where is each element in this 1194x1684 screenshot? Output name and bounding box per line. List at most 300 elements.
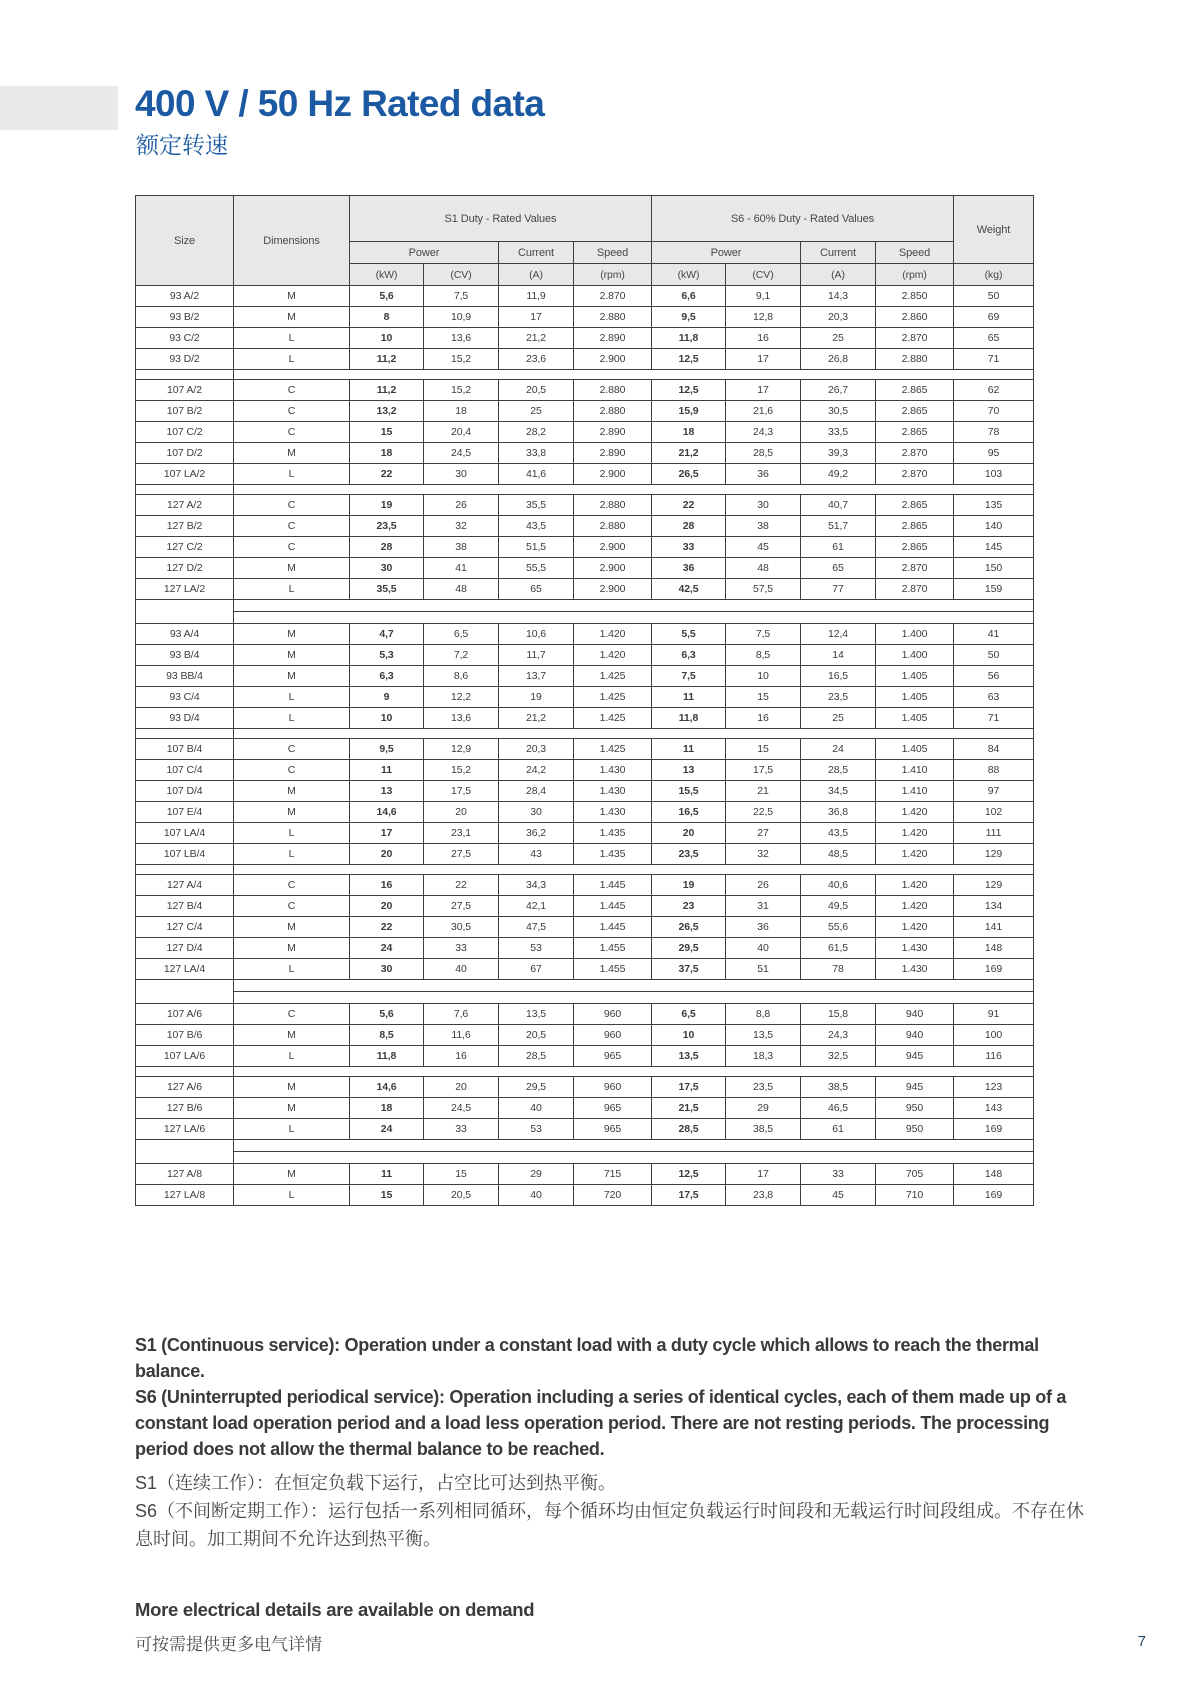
value-cell: 8,5: [726, 645, 801, 666]
value-cell: 49,5: [801, 896, 876, 917]
value-cell: 2.865: [876, 401, 954, 422]
value-cell: 48: [726, 558, 801, 579]
value-cell: 945: [876, 1046, 954, 1067]
col-group-s1: S1 Duty - Rated Values: [350, 196, 652, 242]
table-row: [136, 1119, 1034, 1140]
value-cell: 24,2: [499, 760, 574, 781]
value-cell: 14,6: [350, 1077, 424, 1098]
value-cell: 11,8: [350, 1046, 424, 1067]
size-cell: 107 A/6: [136, 1004, 234, 1025]
value-cell: 18: [350, 1098, 424, 1119]
value-cell: 39,3: [801, 443, 876, 464]
value-cell: 6,3: [350, 666, 424, 687]
value-cell: 20: [350, 896, 424, 917]
value-cell: 2.865: [876, 516, 954, 537]
separator-cell: [136, 1152, 234, 1164]
table-row: [136, 1098, 1034, 1119]
value-cell: 5,6: [350, 1004, 424, 1025]
value-cell: 11,8: [652, 708, 726, 729]
value-cell: 7,5: [726, 624, 801, 645]
size-cell: 127 LA/2: [136, 579, 234, 600]
dimension-cell: M: [234, 802, 350, 823]
value-cell: 26: [424, 495, 499, 516]
value-cell: 40: [726, 938, 801, 959]
value-cell: 30: [350, 558, 424, 579]
value-cell: 65: [801, 558, 876, 579]
value-cell: 16: [350, 875, 424, 896]
size-cell: 127 A/8: [136, 1164, 234, 1185]
dimension-cell: L: [234, 328, 350, 349]
value-cell: 25: [499, 401, 574, 422]
value-cell: 33,5: [801, 422, 876, 443]
value-cell: 18: [652, 422, 726, 443]
unit-kw-s6: (kW): [652, 264, 726, 286]
separator-cell: [136, 370, 234, 380]
value-cell: 12,5: [652, 349, 726, 370]
dimension-cell: C: [234, 495, 350, 516]
table-row: [136, 645, 1034, 666]
value-cell: 24,5: [424, 443, 499, 464]
value-cell: 30,5: [424, 917, 499, 938]
dimension-cell: L: [234, 464, 350, 485]
rated-table-body: [136, 286, 1034, 1206]
value-cell: 33: [801, 1164, 876, 1185]
value-cell: 11,7: [499, 645, 574, 666]
value-cell: 20,3: [801, 307, 876, 328]
value-cell: 41: [954, 624, 1034, 645]
value-cell: 24,5: [424, 1098, 499, 1119]
value-cell: 1.455: [574, 959, 652, 980]
group-separator-row: [136, 865, 1034, 875]
value-cell: 1.425: [574, 739, 652, 760]
value-cell: 43,5: [801, 823, 876, 844]
value-cell: 63: [954, 687, 1034, 708]
value-cell: 11,9: [499, 286, 574, 307]
value-cell: 5,6: [350, 286, 424, 307]
value-cell: 21,5: [652, 1098, 726, 1119]
value-cell: 23,1: [424, 823, 499, 844]
value-cell: 36: [726, 464, 801, 485]
value-cell: 169: [954, 1119, 1034, 1140]
value-cell: 33: [424, 1119, 499, 1140]
value-cell: 2.890: [574, 328, 652, 349]
value-cell: 13: [350, 781, 424, 802]
table-row: [136, 1025, 1034, 1046]
table-row: [136, 917, 1034, 938]
value-cell: 62: [954, 380, 1034, 401]
dimension-cell: C: [234, 422, 350, 443]
table-row: [136, 1077, 1034, 1098]
value-cell: 32,5: [801, 1046, 876, 1067]
dimension-cell: C: [234, 896, 350, 917]
table-row: [136, 802, 1034, 823]
value-cell: 26: [726, 875, 801, 896]
value-cell: 940: [876, 1025, 954, 1046]
table-header: [136, 196, 1034, 286]
value-cell: 1.405: [876, 687, 954, 708]
value-cell: 38,5: [801, 1077, 876, 1098]
value-cell: 6,6: [652, 286, 726, 307]
value-cell: 46,5: [801, 1098, 876, 1119]
value-cell: 14: [801, 645, 876, 666]
value-cell: 10: [350, 708, 424, 729]
dimension-cell: C: [234, 875, 350, 896]
value-cell: 17: [350, 823, 424, 844]
value-cell: 51: [726, 959, 801, 980]
dimension-cell: L: [234, 708, 350, 729]
duty-notes-zh: [135, 1469, 1087, 1553]
value-cell: 1.430: [574, 802, 652, 823]
value-cell: 88: [954, 760, 1034, 781]
size-cell: 127 C/2: [136, 537, 234, 558]
value-cell: 6,5: [424, 624, 499, 645]
group-separator-row: [136, 729, 1034, 739]
value-cell: 8,5: [350, 1025, 424, 1046]
dimension-cell: L: [234, 959, 350, 980]
value-cell: 24: [350, 1119, 424, 1140]
value-cell: 1.400: [876, 645, 954, 666]
separator-cell: [234, 729, 1034, 739]
separator-cell: [234, 612, 1034, 624]
value-cell: 965: [574, 1098, 652, 1119]
value-cell: 5,3: [350, 645, 424, 666]
value-cell: 945: [876, 1077, 954, 1098]
col-header-dimensions: Dimensions: [234, 196, 350, 286]
size-cell: 127 A/6: [136, 1077, 234, 1098]
value-cell: 28: [350, 537, 424, 558]
value-cell: 21: [726, 781, 801, 802]
dimension-cell: C: [234, 1004, 350, 1025]
value-cell: 20,3: [499, 739, 574, 760]
group-separator-row: [136, 980, 1034, 992]
value-cell: 19: [652, 875, 726, 896]
separator-cell: [234, 370, 1034, 380]
size-cell: 107 LA/4: [136, 823, 234, 844]
value-cell: 13,6: [424, 328, 499, 349]
value-cell: 95: [954, 443, 1034, 464]
value-cell: 950: [876, 1119, 954, 1140]
value-cell: 950: [876, 1098, 954, 1119]
value-cell: 20: [424, 1077, 499, 1098]
value-cell: 50: [954, 286, 1034, 307]
value-cell: 26,8: [801, 349, 876, 370]
more-details-en: More electrical details are available on demand: [135, 1599, 535, 1621]
table-row: [136, 760, 1034, 781]
size-cell: 127 LA/6: [136, 1119, 234, 1140]
size-cell: 107 A/2: [136, 380, 234, 401]
table-row: [136, 624, 1034, 645]
value-cell: 38,5: [726, 1119, 801, 1140]
value-cell: 34,3: [499, 875, 574, 896]
value-cell: 720: [574, 1185, 652, 1206]
table-row: [136, 844, 1034, 865]
value-cell: 26,5: [652, 464, 726, 485]
value-cell: 28,5: [801, 760, 876, 781]
value-cell: 28,2: [499, 422, 574, 443]
table-row: [136, 875, 1034, 896]
value-cell: 20,5: [424, 1185, 499, 1206]
table-row: [136, 307, 1034, 328]
value-cell: 18: [424, 401, 499, 422]
size-cell: 127 C/4: [136, 917, 234, 938]
value-cell: 24: [350, 938, 424, 959]
value-cell: 2.880: [574, 495, 652, 516]
group-separator-row: [136, 485, 1034, 495]
value-cell: 30: [499, 802, 574, 823]
value-cell: 84: [954, 739, 1034, 760]
value-cell: 15,2: [424, 349, 499, 370]
value-cell: 2.870: [876, 328, 954, 349]
value-cell: 43: [499, 844, 574, 865]
size-cell: 107 B/6: [136, 1025, 234, 1046]
value-cell: 51,7: [801, 516, 876, 537]
value-cell: 43,5: [499, 516, 574, 537]
value-cell: 51,5: [499, 537, 574, 558]
value-cell: 1.405: [876, 666, 954, 687]
value-cell: 148: [954, 938, 1034, 959]
value-cell: 13,7: [499, 666, 574, 687]
value-cell: 1.445: [574, 917, 652, 938]
value-cell: 29,5: [499, 1077, 574, 1098]
value-cell: 2.900: [574, 349, 652, 370]
value-cell: 15,5: [652, 781, 726, 802]
value-cell: 28,4: [499, 781, 574, 802]
value-cell: 15,2: [424, 760, 499, 781]
page-number: 7: [1137, 1633, 1146, 1650]
value-cell: 17,5: [424, 781, 499, 802]
value-cell: 23,5: [726, 1077, 801, 1098]
table-row: [136, 349, 1034, 370]
value-cell: 11,2: [350, 349, 424, 370]
separator-cell: [136, 485, 234, 495]
value-cell: 45: [726, 537, 801, 558]
value-cell: 12,4: [801, 624, 876, 645]
value-cell: 20,4: [424, 422, 499, 443]
size-cell: 93 B/4: [136, 645, 234, 666]
separator-cell: [234, 980, 1034, 992]
size-cell: 127 B/2: [136, 516, 234, 537]
value-cell: 41,6: [499, 464, 574, 485]
size-cell: 127 D/2: [136, 558, 234, 579]
value-cell: 715: [574, 1164, 652, 1185]
size-cell: 93 C/2: [136, 328, 234, 349]
value-cell: 1.420: [876, 896, 954, 917]
value-cell: 42,1: [499, 896, 574, 917]
value-cell: 2.860: [876, 307, 954, 328]
value-cell: 17,5: [652, 1185, 726, 1206]
value-cell: 38: [424, 537, 499, 558]
value-cell: 12,8: [726, 307, 801, 328]
value-cell: 9,5: [350, 739, 424, 760]
value-cell: 22: [424, 875, 499, 896]
value-cell: 20: [652, 823, 726, 844]
size-cell: 93 A/2: [136, 286, 234, 307]
value-cell: 71: [954, 708, 1034, 729]
dimension-cell: M: [234, 1098, 350, 1119]
table-row: [136, 401, 1034, 422]
value-cell: 16: [726, 328, 801, 349]
size-cell: 127 A/2: [136, 495, 234, 516]
value-cell: 10,6: [499, 624, 574, 645]
size-cell: 93 BB/4: [136, 666, 234, 687]
col-header-size: Size: [136, 196, 234, 286]
size-cell: 107 C/4: [136, 760, 234, 781]
table-row: [136, 380, 1034, 401]
size-cell: 93 C/4: [136, 687, 234, 708]
value-cell: 140: [954, 516, 1034, 537]
table-row: [136, 896, 1034, 917]
value-cell: 1.425: [574, 708, 652, 729]
table-row: [136, 464, 1034, 485]
value-cell: 7,5: [652, 666, 726, 687]
value-cell: 22: [652, 495, 726, 516]
value-cell: 40,6: [801, 875, 876, 896]
dimension-cell: C: [234, 760, 350, 781]
value-cell: 141: [954, 917, 1034, 938]
value-cell: 25: [801, 328, 876, 349]
size-cell: 127 LA/4: [136, 959, 234, 980]
dimension-cell: L: [234, 1119, 350, 1140]
table-row: [136, 516, 1034, 537]
note-s1-en: S1 (Continuous service): Operation under a constant load with a duty cycle which allows to reach the thermal balance.: [135, 1335, 1039, 1382]
value-cell: 13,5: [652, 1046, 726, 1067]
value-cell: 102: [954, 802, 1034, 823]
separator-cell: [136, 1067, 234, 1077]
value-cell: 12,5: [652, 1164, 726, 1185]
value-cell: 965: [574, 1119, 652, 1140]
unit-a-s1: (A): [499, 264, 574, 286]
page-corner-band: [0, 86, 118, 130]
value-cell: 78: [954, 422, 1034, 443]
col-header-power-s1: Power: [350, 242, 499, 264]
dimension-cell: L: [234, 1185, 350, 1206]
size-cell: 93 D/2: [136, 349, 234, 370]
size-cell: 107 LA/2: [136, 464, 234, 485]
value-cell: 17: [499, 307, 574, 328]
dimension-cell: L: [234, 687, 350, 708]
dimension-cell: C: [234, 380, 350, 401]
value-cell: 705: [876, 1164, 954, 1185]
value-cell: 20,5: [499, 1025, 574, 1046]
value-cell: 145: [954, 537, 1034, 558]
value-cell: 27,5: [424, 844, 499, 865]
size-cell: 93 B/2: [136, 307, 234, 328]
size-cell: 93 D/4: [136, 708, 234, 729]
value-cell: 27: [726, 823, 801, 844]
value-cell: 69: [954, 307, 1034, 328]
value-cell: 16,5: [652, 802, 726, 823]
size-cell: 107 LA/6: [136, 1046, 234, 1067]
table-row: [136, 739, 1034, 760]
value-cell: 2.865: [876, 495, 954, 516]
value-cell: 11: [350, 1164, 424, 1185]
value-cell: 40,7: [801, 495, 876, 516]
value-cell: 16: [424, 1046, 499, 1067]
value-cell: 61: [801, 1119, 876, 1140]
value-cell: 25: [801, 708, 876, 729]
size-cell: 93 A/4: [136, 624, 234, 645]
dimension-cell: M: [234, 1077, 350, 1098]
unit-rpm-s1: (rpm): [574, 264, 652, 286]
col-group-s6: S6 - 60% Duty - Rated Values: [652, 196, 954, 242]
dimension-cell: L: [234, 1046, 350, 1067]
separator-cell: [234, 600, 1034, 612]
value-cell: 47,5: [499, 917, 574, 938]
value-cell: 1.420: [876, 802, 954, 823]
table-row: [136, 708, 1034, 729]
value-cell: 1.420: [876, 917, 954, 938]
col-header-power-s6: Power: [652, 242, 801, 264]
dimension-cell: M: [234, 624, 350, 645]
value-cell: 33,8: [499, 443, 574, 464]
value-cell: 37,5: [652, 959, 726, 980]
value-cell: 41: [424, 558, 499, 579]
value-cell: 21,2: [499, 328, 574, 349]
value-cell: 18,3: [726, 1046, 801, 1067]
value-cell: 36: [726, 917, 801, 938]
group-separator-row: [136, 1140, 1034, 1152]
separator-cell: [136, 1140, 234, 1152]
value-cell: 8,6: [424, 666, 499, 687]
value-cell: 22: [350, 464, 424, 485]
value-cell: 1.445: [574, 875, 652, 896]
value-cell: 23,5: [801, 687, 876, 708]
group-separator-row: [136, 992, 1034, 1004]
note-s1-zh: S1（连续工作）：在恒定负载下运行，占空比可达到热平衡。: [135, 1473, 617, 1494]
col-header-weight: Weight: [954, 196, 1034, 264]
value-cell: 965: [574, 1046, 652, 1067]
table-row: [136, 666, 1034, 687]
table-row: [136, 959, 1034, 980]
value-cell: 1.420: [876, 823, 954, 844]
size-cell: 107 D/2: [136, 443, 234, 464]
value-cell: 35,5: [499, 495, 574, 516]
value-cell: 55,6: [801, 917, 876, 938]
value-cell: 2.865: [876, 422, 954, 443]
value-cell: 15,8: [801, 1004, 876, 1025]
value-cell: 123: [954, 1077, 1034, 1098]
page-subtitle-zh: 额定转速: [136, 131, 228, 158]
value-cell: 1.420: [876, 844, 954, 865]
value-cell: 61: [801, 537, 876, 558]
group-separator-row: [136, 600, 1034, 612]
unit-a-s6: (A): [801, 264, 876, 286]
value-cell: 134: [954, 896, 1034, 917]
value-cell: 7,5: [424, 286, 499, 307]
value-cell: 1.435: [574, 844, 652, 865]
table-row: [136, 1164, 1034, 1185]
value-cell: 129: [954, 875, 1034, 896]
value-cell: 2.865: [876, 380, 954, 401]
col-header-current-s6: Current: [801, 242, 876, 264]
value-cell: 2.870: [876, 558, 954, 579]
separator-cell: [234, 1067, 1034, 1077]
value-cell: 13: [652, 760, 726, 781]
size-cell: 107 B/2: [136, 401, 234, 422]
value-cell: 30: [726, 495, 801, 516]
value-cell: 29: [499, 1164, 574, 1185]
value-cell: 2.865: [876, 537, 954, 558]
unit-kw-s1: (kW): [350, 264, 424, 286]
value-cell: 4,7: [350, 624, 424, 645]
value-cell: 33: [652, 537, 726, 558]
separator-cell: [136, 865, 234, 875]
dimension-cell: C: [234, 537, 350, 558]
value-cell: 97: [954, 781, 1034, 802]
value-cell: 29,5: [652, 938, 726, 959]
value-cell: 960: [574, 1004, 652, 1025]
table-row: [136, 443, 1034, 464]
